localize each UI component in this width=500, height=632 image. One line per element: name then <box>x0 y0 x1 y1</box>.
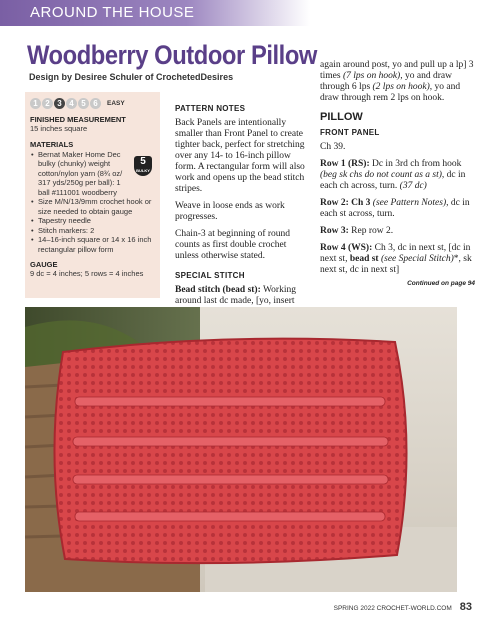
gauge-text: 9 dc = 4 inches; 5 rows = 4 inches <box>30 269 144 278</box>
pillow-photo <box>25 307 457 592</box>
yarn-weight-number: 5 <box>140 156 146 167</box>
instructions-column <box>320 60 475 289</box>
text-run: (2 lps on hook) <box>372 82 430 92</box>
row-4 <box>320 243 475 276</box>
materials-heading: MATERIALS <box>30 139 74 149</box>
skill-dot: 2 <box>42 98 53 109</box>
note-paragraph: Weave in loose ends as work progresses. <box>175 201 285 222</box>
list-item: • Stitch markers: 2 <box>38 226 155 236</box>
text-run: again around post, yo and pull up a lp] 3 times <box>320 60 474 81</box>
text-run: (see Pattern Notes) <box>370 198 447 208</box>
text-run: (37 dc) <box>399 181 427 191</box>
text-run: , dc in each st across, turn. <box>320 198 470 219</box>
stitch-name: Bead stitch (bead st): <box>175 285 261 295</box>
section-banner <box>0 0 310 26</box>
list-item: • Size M/N/13/9mm crochet hook or size needed to obtain gauge <box>38 197 155 216</box>
text-run: Ch 3, dc in next st, [dc in next st, <box>320 243 471 264</box>
skill-dot: 1 <box>30 98 41 109</box>
finished-text: 15 inches square <box>30 124 88 133</box>
text-run: (7 lps on hook) <box>342 71 401 81</box>
stitch-continued-text <box>320 60 475 104</box>
yarn-weight-label: BULKY <box>136 168 150 173</box>
skill-dot: 4 <box>66 98 77 109</box>
row-3 <box>320 226 475 237</box>
list-item: • Bernat Maker Home Dec bulky (chunky) weight cotton/nylon yarn (8¾ oz/ 317 yds/250g per ball): 1 ball #111001 woodberry <box>38 150 155 198</box>
text-run: (beg sk chs do not count as a st) <box>320 170 442 180</box>
text-run: , yo and draw through 6 lps <box>320 71 452 92</box>
front-panel-heading: FRONT PANEL <box>320 128 380 137</box>
page-number: 83 <box>459 601 472 613</box>
page-title: Woodberry Outdoor Pillow <box>27 40 317 70</box>
text-run: *, sk next st, dc in next st] <box>320 254 472 275</box>
skill-dot: 5 <box>78 98 89 109</box>
skill-dot-active: 3 <box>54 98 65 109</box>
byline: Design by Desiree Schuler of CrochetedDesires <box>29 72 234 82</box>
pattern-notes-heading: PATTERN NOTES <box>175 104 246 113</box>
pillow-photo-illustration <box>25 307 457 592</box>
special-stitch-heading: SPECIAL STITCH <box>175 271 245 280</box>
finished-heading: FINISHED MEASUREMENT <box>30 115 126 124</box>
text-run: , dc in each ch across, turn. <box>320 170 466 191</box>
skill-label: EASY <box>107 100 125 107</box>
yarn-weight-icon <box>134 156 152 176</box>
row-label: Row 4 (WS): <box>320 243 373 253</box>
continued-note: Continued on page 94 <box>407 280 475 287</box>
pillow-heading: PILLOW <box>320 111 363 123</box>
chain-text: Ch 39. <box>320 142 346 152</box>
page-footer <box>334 601 472 613</box>
info-box <box>25 92 160 298</box>
row-label: Row 1 (RS): <box>320 159 370 169</box>
note-paragraph: Chain-3 at beginning of round counts as first double crochet unless otherwise stated. <box>175 229 291 261</box>
row-1 <box>320 159 475 192</box>
stitch-desc: Working around last dc made, [yo, insert <box>175 285 296 306</box>
text-run: Rep row 2. <box>348 226 394 236</box>
text-run: , yo and draw through rem 2 lps on hook. <box>320 82 461 103</box>
skill-level <box>30 98 155 109</box>
list-item: • 14–16-inch square or 14 x 16 inch rectangular pillow form <box>38 235 155 254</box>
pattern-notes-column <box>175 103 310 324</box>
row-2 <box>320 198 475 220</box>
note-paragraph: Back Panels are intentionally smaller than Front Panel to create tighter back, perfect for stretching over any 14- to 16-inch pillow form. A rectangular form will also work and opens up the bead stitch stripes. <box>175 118 305 194</box>
text-run: bead st <box>349 254 379 264</box>
skill-dot: 6 <box>90 98 101 109</box>
text-run: Dc in 3rd ch from hook <box>369 159 462 169</box>
list-item: • Tapestry needle <box>38 216 155 226</box>
issue-label: SPRING 2022 CROCHET-WORLD.COM <box>333 605 452 612</box>
section-label: AROUND THE HOUSE <box>30 4 195 21</box>
row-label: Row 3: <box>320 226 349 236</box>
row-label: Row 2: Ch 3 <box>320 198 371 208</box>
gauge-heading: GAUGE <box>30 260 58 269</box>
text-run: (see Special Stitch) <box>378 254 454 264</box>
